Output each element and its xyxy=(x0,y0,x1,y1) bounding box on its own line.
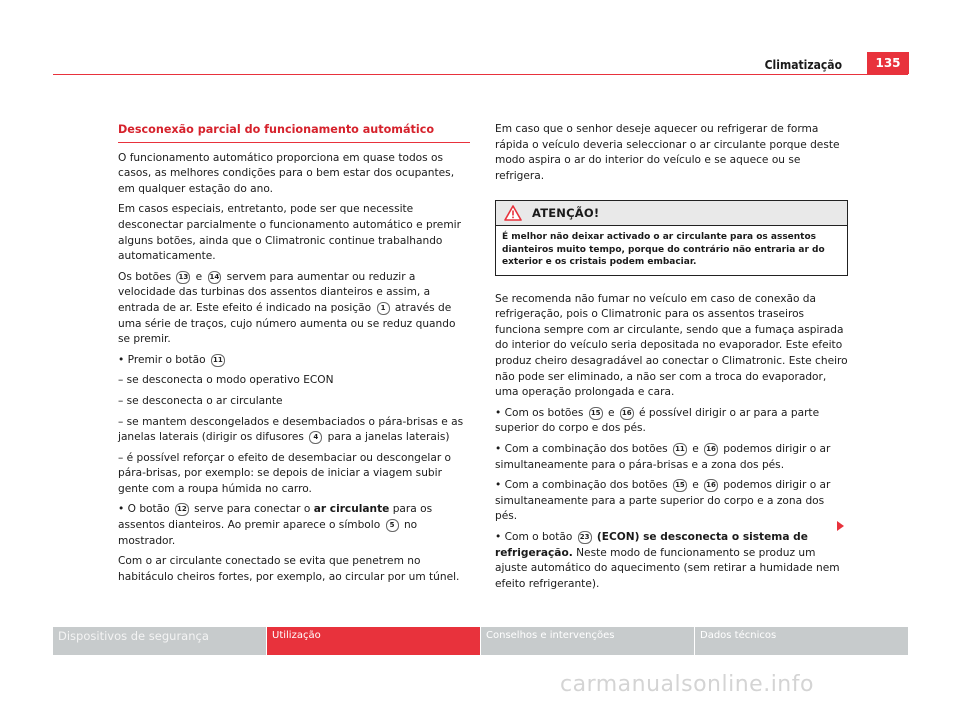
tab-utilizacao[interactable]: Utilização xyxy=(267,627,480,655)
bullet-item xyxy=(495,530,848,592)
ref-marker: 5 xyxy=(386,519,399,532)
ref-marker: 23 xyxy=(578,531,592,544)
text: • Com o botão xyxy=(495,530,573,543)
text: Os botões xyxy=(118,270,172,283)
text: Neste modo de funcionamento se produz um ajuste automático do aquecimento (sem retirar a humidade nem efeito refrigerante). xyxy=(495,546,840,590)
dash-item: – é possível reforçar o efeito de desembaciar ou descongelar o pára-brisas, por exemplo: se depois de iniciar a viagem subir gente com a roupa húmida no carro. xyxy=(118,451,452,495)
text: – se mantem descongelados e desembaciados o pára-brisas e as janelas laterais (dirigir os difusores xyxy=(118,415,464,444)
right-column xyxy=(495,122,848,597)
ref-marker: 16 xyxy=(704,479,718,492)
text: • Premir o botão xyxy=(118,353,206,366)
warning-header xyxy=(496,201,847,226)
header-rule xyxy=(53,74,908,75)
ref-marker: 15 xyxy=(589,407,603,420)
warning-text: É melhor não deixar activado o ar circulante para os assentos dianteiros muito tempo, porque do contrário não entraria ar do exterior e os cristais podem embaciar. xyxy=(502,232,825,268)
warning-box xyxy=(495,200,848,275)
text: servem para aumentar ou reduzir a velocidade das turbinas dos assentos dianteiros e assim, a entrada de ar. Este efeito é indicado na posição xyxy=(118,270,431,314)
footer-nav xyxy=(53,627,908,655)
ref-marker: 12 xyxy=(175,503,189,516)
ref-marker: 4 xyxy=(309,431,322,444)
tab-dados-tecnicos[interactable]: Dados técnicos xyxy=(695,627,908,655)
paragraph: Com o ar circulante conectado se evita que penetrem no habitáculo cheiros fortes, por exemplo, ao circular por um túnel. xyxy=(118,555,460,583)
bullet-item xyxy=(495,406,848,437)
text: é possível dirigir o ar para a parte superior do corpo e dos pés. xyxy=(495,406,820,435)
dash-item xyxy=(118,415,470,446)
text: e xyxy=(195,270,203,283)
text: serve para conectar o xyxy=(194,503,311,516)
paragraph: Se recomenda não fumar no veículo em caso de conexão da refrigeração, pois o Climatronic para os assentos traseiros funciona sempre com ar circulante, sendo que a fumaça aspirada do interior do veículo seria depositada no evaporador. Este efeito produz cheiro desagradável ao conectar o Climatronic. Este cheiro não pode ser eliminado, a não ser com a troca do evaporador, uma operação prolongada e cara. xyxy=(495,292,848,399)
left-column xyxy=(118,122,470,590)
dash-item: – se desconecta o modo operativo ECON xyxy=(118,374,334,387)
text: • O botão xyxy=(118,503,170,516)
bullet-item xyxy=(495,442,848,473)
paragraph: Em casos especiais, entretanto, pode ser que necessite desconectar parcialmente o funcionamento automático e premir alguns botões, ainda que o Climatronic continue trabalhando automaticamente. xyxy=(118,203,461,263)
bullet-item xyxy=(118,502,470,549)
ref-marker: 15 xyxy=(673,479,687,492)
ref-marker: 16 xyxy=(620,407,634,420)
tab-conselhos-e-intervencoes[interactable]: Conselhos e intervenções xyxy=(481,627,694,655)
warning-triangle-icon xyxy=(504,205,522,221)
watermark: carmanualsonline.info xyxy=(560,672,814,697)
warning-label: ATENÇÃO! xyxy=(532,205,600,220)
dash-item: – se desconecta o ar circulante xyxy=(118,394,283,407)
paragraph: O funcionamento automático proporciona em quase todos os casos, as melhores condições para o bem estar dos ocupantes, em qualquer estação do ano. xyxy=(118,151,455,195)
ref-marker: 16 xyxy=(704,443,718,456)
text: e xyxy=(692,442,699,455)
bullet-item xyxy=(495,478,848,525)
bold-term: ar circulante xyxy=(313,503,390,516)
ref-marker: 11 xyxy=(673,443,687,456)
text: podemos dirigir o ar simultaneamente para a parte superior do corpo e a zona dos pés. xyxy=(495,479,831,523)
text: • Com a combinação dos botões xyxy=(495,479,668,492)
text: através de uma série de traços, cujo número aumenta ou se reduz quando se premir. xyxy=(118,301,456,346)
page-number: 135 xyxy=(867,52,909,74)
text: podemos dirigir o ar simultaneamente para o pára-brisas e a zona dos pés. xyxy=(495,442,831,471)
next-page-arrow-icon[interactable] xyxy=(837,521,844,531)
bullet-item xyxy=(118,353,470,369)
ref-marker: 11 xyxy=(211,354,225,367)
text: • Com os botões xyxy=(495,406,584,419)
text: • Com a combinação dos botões xyxy=(495,442,668,455)
section-title: Desconexão parcial do funcionamento automático xyxy=(118,122,470,143)
text: para os assentos dianteiros. Ao premir aparece o símbolo xyxy=(118,503,433,532)
chapter-title: Climatização xyxy=(764,58,842,72)
tab-dispositivos-de-seguranca[interactable]: Dispositivos de segurança xyxy=(53,627,266,655)
text: no mostrador. xyxy=(118,519,418,547)
ref-marker: 14 xyxy=(208,271,222,284)
text: para a janelas laterais) xyxy=(327,431,450,444)
bold-term: (ECON) se desconecta o sistema de refrigeração. xyxy=(495,530,808,559)
paragraph xyxy=(118,270,470,348)
ref-marker: 1 xyxy=(377,302,390,315)
text: e xyxy=(692,479,699,492)
ref-marker: 13 xyxy=(176,271,190,284)
text: e xyxy=(607,406,615,419)
paragraph: Em caso que o senhor deseje aquecer ou refrigerar de forma rápida o veículo deveria seleccionar o ar circulante porque deste modo aspira o ar do interior do veículo e se aquece ou se refrigera. xyxy=(495,123,840,182)
